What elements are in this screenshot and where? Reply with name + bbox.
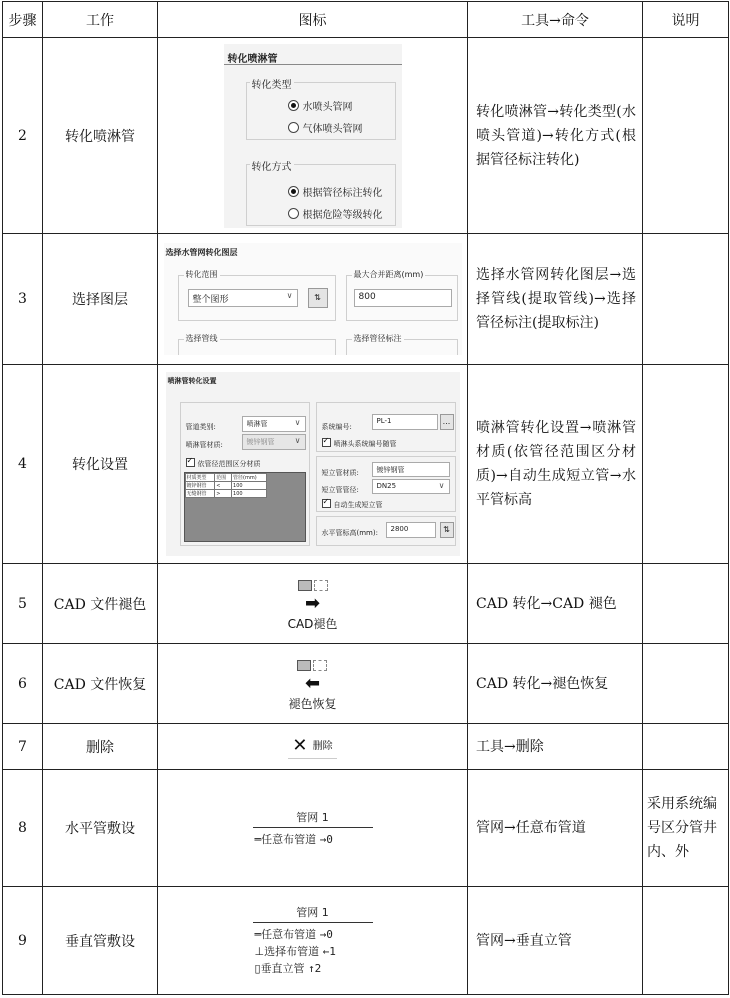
menu-item-select-pipe[interactable] (253, 943, 373, 960)
menu-item-label: 垂直立管 (260, 962, 305, 975)
chevron-down-icon: ∨ (438, 481, 445, 490)
system-browse-button[interactable]: ... (440, 414, 454, 430)
short-diameter-label: 短立管管径: (321, 486, 359, 494)
auto-short-checkbox[interactable] (322, 499, 383, 510)
material-value: 镀锌钢管 (246, 438, 275, 446)
table-row (185, 490, 266, 498)
title-divider (224, 64, 402, 65)
grid-header: 范围 (215, 474, 232, 482)
note-text (643, 887, 729, 995)
faded-layer-icon (313, 660, 327, 671)
pick-icon: ⇅ (443, 525, 450, 534)
header-work: 工作 (43, 2, 158, 38)
anno-label: 选择管径标注 (353, 334, 402, 343)
work-name: 选择图层 (43, 234, 158, 365)
command-text: 选择水管网转化图层→选择管线(提取管线)→选择管径标注(提取标注) (468, 234, 643, 365)
material-select[interactable] (242, 434, 306, 450)
material-table (184, 472, 306, 542)
convert-type-label: 转化类型 (250, 76, 294, 91)
grid-cell[interactable]: < (215, 482, 232, 490)
icon-cell (158, 644, 468, 724)
checkbox-checked-icon (186, 458, 195, 467)
material-label: 喷淋管材质: (185, 441, 223, 449)
short-diameter-value: DN25 (376, 482, 397, 490)
note-text (643, 564, 729, 644)
radio-selected-icon (288, 100, 299, 111)
chevron-down-icon: ∨ (294, 418, 301, 427)
checkbox-checked-icon (322, 499, 331, 508)
menu-item-label: 选择布管道 (264, 945, 320, 958)
menu-title: 管网 1 (253, 904, 373, 923)
dialog-title: 选择水管网转化图层 (165, 248, 238, 257)
step-number: 6 (3, 644, 43, 724)
radio-gas-sprinkler[interactable] (288, 120, 363, 135)
convert-sprinkler-dialog (224, 44, 402, 228)
grid-header: 管径(mm) (232, 474, 266, 482)
range-label: 转化范围 (185, 270, 218, 279)
menu-item-key: ↑2 (308, 962, 322, 975)
note-text (643, 365, 729, 564)
step-number: 9 (3, 887, 43, 995)
checkbox-label: 喷淋头系统编号随管 (333, 440, 397, 448)
delete-button[interactable] (288, 734, 336, 759)
grid-cell[interactable]: 无缝钢管 (185, 490, 215, 498)
arrow-left-icon: ⬅ (304, 672, 321, 694)
system-input[interactable]: PL-1 (372, 414, 438, 430)
menu-item-any-pipe[interactable] (253, 926, 373, 943)
menu-item-any-pipe[interactable] (253, 831, 373, 848)
arrow-right-icon: ➡ (304, 592, 321, 614)
pipe-label: 选择管线 (185, 334, 218, 343)
radio-label: 气体喷头管网 (302, 123, 363, 135)
work-name: 垂直管敷设 (43, 887, 158, 995)
distance-label: 最大合并距离(mm) (353, 270, 424, 279)
pipe-icon: ═ (254, 832, 262, 846)
radio-unselected-icon (288, 122, 299, 133)
table-row (185, 482, 266, 490)
elevation-input[interactable]: 2800 (386, 522, 436, 538)
elevation-label: 水平管标高(mm): (321, 529, 378, 537)
menu-title: 管网 1 (253, 809, 373, 828)
pick-layer-button[interactable] (308, 288, 328, 308)
step-number: 3 (3, 234, 43, 365)
select-layer-dialog (164, 243, 462, 355)
solid-layer-icon (298, 580, 312, 591)
menu-item-vertical-riser[interactable] (253, 960, 373, 977)
command-text: CAD 转化→褪色恢复 (468, 644, 643, 724)
icon-cell (158, 724, 468, 770)
short-material-input[interactable]: 镀锌钢管 (372, 462, 450, 477)
pick-icon: ⇅ (314, 293, 321, 302)
checkbox-label: 依管径范围区分材质 (197, 460, 261, 468)
work-name: 删除 (43, 724, 158, 770)
step-number: 2 (3, 38, 43, 234)
grid-header: 材质类型 (185, 474, 215, 482)
table-row (3, 365, 729, 564)
delete-x-icon: ✕ (292, 735, 308, 756)
table-row (185, 474, 266, 482)
radio-by-hazard[interactable] (288, 206, 383, 221)
dialog-title: 转化喷淋管 (227, 53, 278, 65)
table-header (3, 2, 729, 38)
short-diameter-select[interactable] (372, 479, 450, 494)
sys-follow-checkbox[interactable] (322, 438, 397, 449)
icon-cell (158, 770, 468, 887)
radio-unselected-icon (288, 208, 299, 219)
command-text: 喷淋管转化设置→喷淋管材质(依管径范围区分材质)→自动生成短立管→水平管标高 (468, 365, 643, 564)
radio-selected-icon (288, 186, 299, 197)
table-row (3, 887, 729, 995)
grid-cell[interactable]: 100 (232, 490, 266, 498)
pick-elevation-button[interactable] (440, 522, 454, 538)
table-row (3, 644, 729, 724)
step-number: 7 (3, 724, 43, 770)
pipe-type-value: 喷淋管 (246, 420, 268, 428)
command-text: 管网→任意布管道 (468, 770, 643, 887)
solid-layer-icon (297, 660, 311, 671)
command-text: CAD 转化→CAD 褪色 (468, 564, 643, 644)
pipe-type-label: 管道类别: (185, 423, 216, 431)
faded-layer-icon (314, 580, 328, 591)
radio-water-sprinkler[interactable] (288, 98, 353, 113)
icon-cell (158, 38, 468, 234)
step-number: 4 (3, 365, 43, 564)
delete-label: 删除 (312, 741, 333, 752)
range-select[interactable] (188, 289, 298, 307)
dialog-title: 喷淋管转化设置 (167, 377, 217, 385)
note-text (643, 38, 729, 234)
cad-fade-label: CAD褪色 (287, 616, 338, 631)
range-value: 整个图形 (192, 295, 229, 305)
system-label: 系统编号: (321, 423, 352, 431)
by-range-checkbox[interactable] (186, 458, 261, 469)
pipe-icon: ═ (254, 928, 262, 941)
header-step: 步骤 (3, 2, 43, 38)
grid-cell[interactable]: 100 (232, 482, 266, 490)
menu-item-key: →0 (319, 832, 333, 846)
radio-label: 根据管径标注转化 (302, 187, 383, 199)
work-name: 转化喷淋管 (43, 38, 158, 234)
menu-item-label: 任意布管道 (261, 928, 317, 941)
icon-cell (158, 234, 468, 365)
note-text: 采用系统编号区分管井内、外 (643, 770, 729, 887)
grid-cell[interactable]: > (215, 490, 232, 498)
layers-icon (288, 656, 336, 675)
cad-restore-button[interactable] (288, 656, 336, 712)
icon-cell (158, 365, 468, 564)
radio-by-diameter[interactable] (288, 184, 383, 199)
menu-item-key: →0 (319, 928, 333, 941)
icon-cell (158, 564, 468, 644)
command-text: 工具→删除 (468, 724, 643, 770)
table-row (3, 564, 729, 644)
work-name: CAD 文件褪色 (43, 564, 158, 644)
pipe-type-select[interactable] (242, 416, 306, 432)
work-name: 转化设置 (43, 365, 158, 564)
command-text: 转化喷淋管→转化类型(水喷头管道)→转化方式(根据管径标注转化) (468, 38, 643, 234)
header-command: 工具→命令 (468, 2, 643, 38)
riser-icon: ▯ (254, 962, 261, 975)
radio-label: 水喷头管网 (302, 101, 353, 113)
layers-icon (288, 576, 338, 595)
header-note: 说明 (643, 2, 729, 38)
menu-item-label: 任意布管道 (261, 832, 317, 846)
icon-cell (158, 887, 468, 995)
sprinkler-settings-dialog (166, 372, 460, 556)
work-name: 水平管敷设 (43, 770, 158, 887)
material-grid (185, 473, 267, 498)
cad-restore-label: 褪色恢复 (288, 696, 337, 711)
note-text (643, 644, 729, 724)
menu-item-key: ←1 (322, 945, 336, 958)
work-name: CAD 文件恢复 (43, 644, 158, 724)
table-row (3, 770, 729, 887)
grid-cell[interactable]: 镀锌钢管 (185, 482, 215, 490)
header-icon: 图标 (158, 2, 468, 38)
pipe-network-menu (253, 904, 373, 977)
select-pipe-icon: ⊥ (254, 945, 265, 958)
cad-fade-button[interactable] (288, 576, 338, 632)
chevron-down-icon: ∨ (286, 291, 293, 300)
checkbox-label: 自动生成短立管 (333, 501, 383, 509)
chevron-down-icon: ∨ (294, 436, 301, 445)
pipe-network-menu (253, 809, 373, 848)
command-text: 管网→垂直立管 (468, 887, 643, 995)
note-text (643, 234, 729, 365)
note-text (643, 724, 729, 770)
steps-table (2, 1, 729, 995)
distance-input[interactable]: 800 (354, 289, 452, 307)
convert-method-label: 转化方式 (250, 158, 294, 173)
checkbox-checked-icon (322, 438, 331, 447)
table-row (3, 38, 729, 234)
short-material-label: 短立管材质: (321, 469, 359, 477)
table-row (3, 234, 729, 365)
table-row (3, 724, 729, 770)
step-number: 8 (3, 770, 43, 887)
radio-label: 根据危险等级转化 (302, 209, 383, 221)
step-number: 5 (3, 564, 43, 644)
